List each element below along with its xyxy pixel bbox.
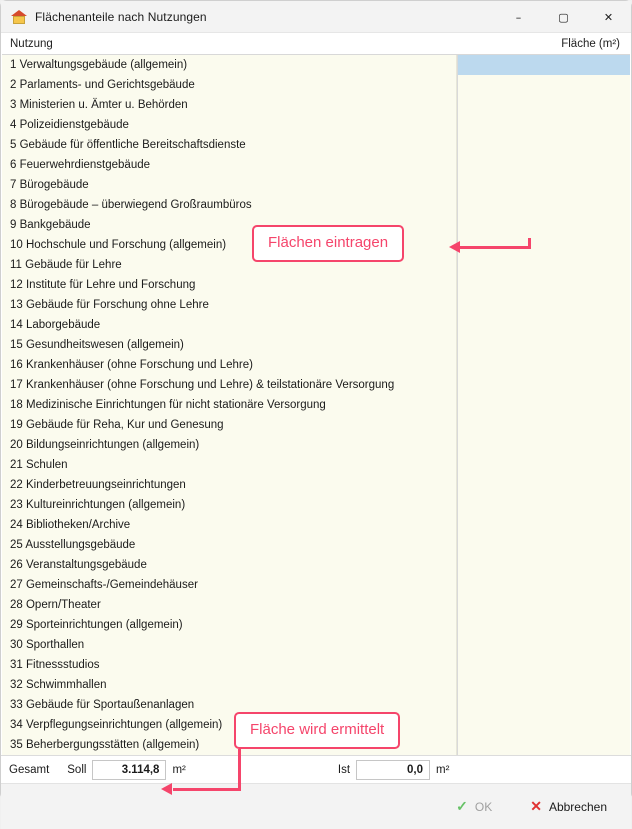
table-row[interactable]	[2, 535, 630, 555]
row-area-input[interactable]	[457, 495, 630, 515]
row-label: 34 Verpflegungseinrichtungen (allgemein)	[2, 715, 457, 735]
row-area-input[interactable]	[457, 315, 630, 335]
row-label: 8 Bürogebäude – überwiegend Großraumbüros	[2, 195, 457, 215]
label-soll: Soll	[67, 763, 87, 776]
close-icon: ✕	[603, 10, 614, 24]
table-row[interactable]	[2, 575, 630, 595]
cross-icon: ✕	[530, 798, 542, 814]
row-area-input[interactable]	[457, 675, 630, 695]
table-row[interactable]	[2, 595, 630, 615]
row-label: 22 Kinderbetreuungseinrichtungen	[2, 475, 457, 495]
table-row[interactable]	[2, 435, 630, 455]
row-area-input[interactable]	[457, 655, 630, 675]
table-row[interactable]	[2, 115, 630, 135]
table-row[interactable]	[2, 155, 630, 175]
label-ist: Ist	[337, 763, 351, 776]
title-bar	[1, 1, 631, 33]
row-area-input[interactable]	[457, 155, 630, 175]
totals-bar	[1, 755, 631, 783]
row-label: 4 Polizeidienstgebäude	[2, 115, 457, 135]
row-label: 11 Gebäude für Lehre	[2, 255, 457, 275]
row-label: 14 Laborgebäude	[2, 315, 457, 335]
row-area-input[interactable]	[457, 275, 630, 295]
table-row[interactable]	[2, 135, 630, 155]
row-label: 25 Ausstellungsgebäude	[2, 535, 457, 555]
table-row[interactable]	[2, 175, 630, 195]
row-area-input[interactable]	[457, 415, 630, 435]
window-title: Flächenanteile nach Nutzungen	[35, 9, 207, 24]
row-area-input[interactable]	[457, 695, 630, 715]
row-label: 16 Krankenhäuser (ohne Forschung und Lehre)	[2, 355, 457, 375]
caption-buttons	[496, 1, 631, 33]
row-area-input[interactable]	[457, 295, 630, 315]
table-row[interactable]	[2, 675, 630, 695]
row-label: 31 Fitnessstudios	[2, 655, 457, 675]
annotation-arrow-2	[161, 749, 251, 799]
ist-unit: m²	[436, 763, 450, 776]
row-area-input[interactable]	[457, 75, 630, 95]
row-area-input[interactable]	[457, 195, 630, 215]
table-row[interactable]	[2, 295, 630, 315]
table-row[interactable]	[2, 655, 630, 675]
row-label: 7 Bürogebäude	[2, 175, 457, 195]
table-row[interactable]	[2, 75, 630, 95]
table-row[interactable]	[2, 335, 630, 355]
maximize-icon: ▢	[558, 10, 569, 24]
minimize-button[interactable]	[496, 1, 541, 33]
row-label: 1 Verwaltungsgebäude (allgemein)	[2, 55, 457, 75]
row-label: 3 Ministerien u. Ämter u. Behörden	[2, 95, 457, 115]
cancel-button[interactable]	[520, 793, 617, 820]
row-label: 13 Gebäude für Forschung ohne Lehre	[2, 295, 457, 315]
table-body	[2, 55, 630, 755]
soll-value: 3.114,8	[92, 760, 166, 780]
table-row[interactable]	[2, 95, 630, 115]
column-header-flaeche: Fläche (m²)	[561, 37, 620, 50]
row-label: 10 Hochschule und Forschung (allgemein)	[2, 235, 457, 255]
row-area-input[interactable]	[457, 635, 630, 655]
minimize-icon: –	[515, 10, 522, 24]
table-row[interactable]	[2, 275, 630, 295]
column-header-nutzung: Nutzung	[10, 37, 53, 50]
row-area-input[interactable]	[457, 395, 630, 415]
table-row[interactable]	[2, 495, 630, 515]
row-area-input[interactable]	[457, 555, 630, 575]
house-icon	[11, 9, 27, 25]
row-label: 27 Gemeinschafts-/Gemeindehäuser	[2, 575, 457, 595]
annotation-flaechen-eintragen: Flächen eintragen	[252, 225, 404, 262]
table-row[interactable]	[2, 375, 630, 395]
row-area-input[interactable]	[457, 615, 630, 635]
row-area-input[interactable]	[457, 575, 630, 595]
maximize-button[interactable]	[541, 1, 586, 33]
row-label: 26 Veranstaltungsgebäude	[2, 555, 457, 575]
row-label: 20 Bildungseinrichtungen (allgemein)	[2, 435, 457, 455]
row-label: 24 Bibliotheken/Archive	[2, 515, 457, 535]
ok-button[interactable]	[446, 793, 502, 820]
row-label: 12 Institute für Lehre und Forschung	[2, 275, 457, 295]
table-row[interactable]	[2, 515, 630, 535]
row-area-input[interactable]	[457, 435, 630, 455]
row-label: 33 Gebäude für Sportaußenanlagen	[2, 695, 457, 715]
table-row[interactable]	[2, 455, 630, 475]
ok-button-label: OK	[474, 799, 493, 814]
table-row[interactable]	[2, 475, 630, 495]
table-row[interactable]	[2, 615, 630, 635]
table-row[interactable]	[2, 315, 630, 335]
table-row[interactable]	[2, 555, 630, 575]
row-label: 32 Schwimmhallen	[2, 675, 457, 695]
row-label: 15 Gesundheitswesen (allgemein)	[2, 335, 457, 355]
row-area-input[interactable]	[457, 175, 630, 195]
row-label: 19 Gebäude für Reha, Kur und Genesung	[2, 415, 457, 435]
close-button[interactable]	[586, 1, 631, 33]
row-area-input[interactable]	[457, 595, 630, 615]
annotation-arrow-1	[449, 238, 533, 260]
row-label: 21 Schulen	[2, 455, 457, 475]
row-label: 9 Bankgebäude	[2, 215, 457, 235]
row-label: 6 Feuerwehrdienstgebäude	[2, 155, 457, 175]
row-label: 18 Medizinische Einrichtungen für nicht stationäre Versorgung	[2, 395, 457, 415]
row-label: 29 Sporteinrichtungen (allgemein)	[2, 615, 457, 635]
row-area-input[interactable]	[457, 535, 630, 555]
row-label: 5 Gebäude für öffentliche Bereitschaftsdienste	[2, 135, 457, 155]
row-area-input[interactable]	[457, 375, 630, 395]
row-area-input[interactable]	[457, 95, 630, 115]
table-header-row	[2, 33, 630, 55]
table-row[interactable]	[2, 635, 630, 655]
row-area-input[interactable]	[457, 735, 630, 755]
row-area-input[interactable]	[457, 715, 630, 735]
table-row[interactable]	[2, 395, 630, 415]
dialog-button-bar	[1, 783, 631, 829]
row-label: 30 Sporthallen	[2, 635, 457, 655]
row-area-input[interactable]	[457, 115, 630, 135]
table-row[interactable]	[2, 55, 630, 75]
row-label: 35 Beherbergungsstätten (allgemein)	[2, 735, 457, 755]
check-icon: ✓	[456, 798, 468, 814]
ist-value: 0,0	[356, 760, 430, 780]
row-label: 23 Kultureinrichtungen (allgemein)	[2, 495, 457, 515]
row-label: 17 Krankenhäuser (ohne Forschung und Lehre) & teilstationäre Versorgung	[2, 375, 457, 395]
row-label: 28 Opern/Theater	[2, 595, 457, 615]
soll-unit: m²	[172, 763, 186, 776]
label-gesamt: Gesamt	[9, 763, 50, 776]
row-area-input[interactable]	[457, 335, 630, 355]
row-area-input[interactable]	[457, 215, 630, 235]
row-area-input[interactable]	[457, 135, 630, 155]
row-label: 2 Parlaments- und Gerichtsgebäude	[2, 75, 457, 95]
row-area-input[interactable]	[457, 475, 630, 495]
cancel-button-label: Abbrechen	[548, 799, 607, 814]
row-area-input[interactable]	[457, 515, 630, 535]
row-area-input[interactable]	[457, 355, 630, 375]
row-area-input[interactable]	[457, 455, 630, 475]
annotation-flaeche-wird-ermittelt: Fläche wird ermittelt	[234, 712, 400, 749]
row-area-input[interactable]	[457, 55, 630, 75]
table-row[interactable]	[2, 195, 630, 215]
table-row[interactable]	[2, 355, 630, 375]
table-container	[1, 33, 631, 755]
table-row[interactable]	[2, 415, 630, 435]
